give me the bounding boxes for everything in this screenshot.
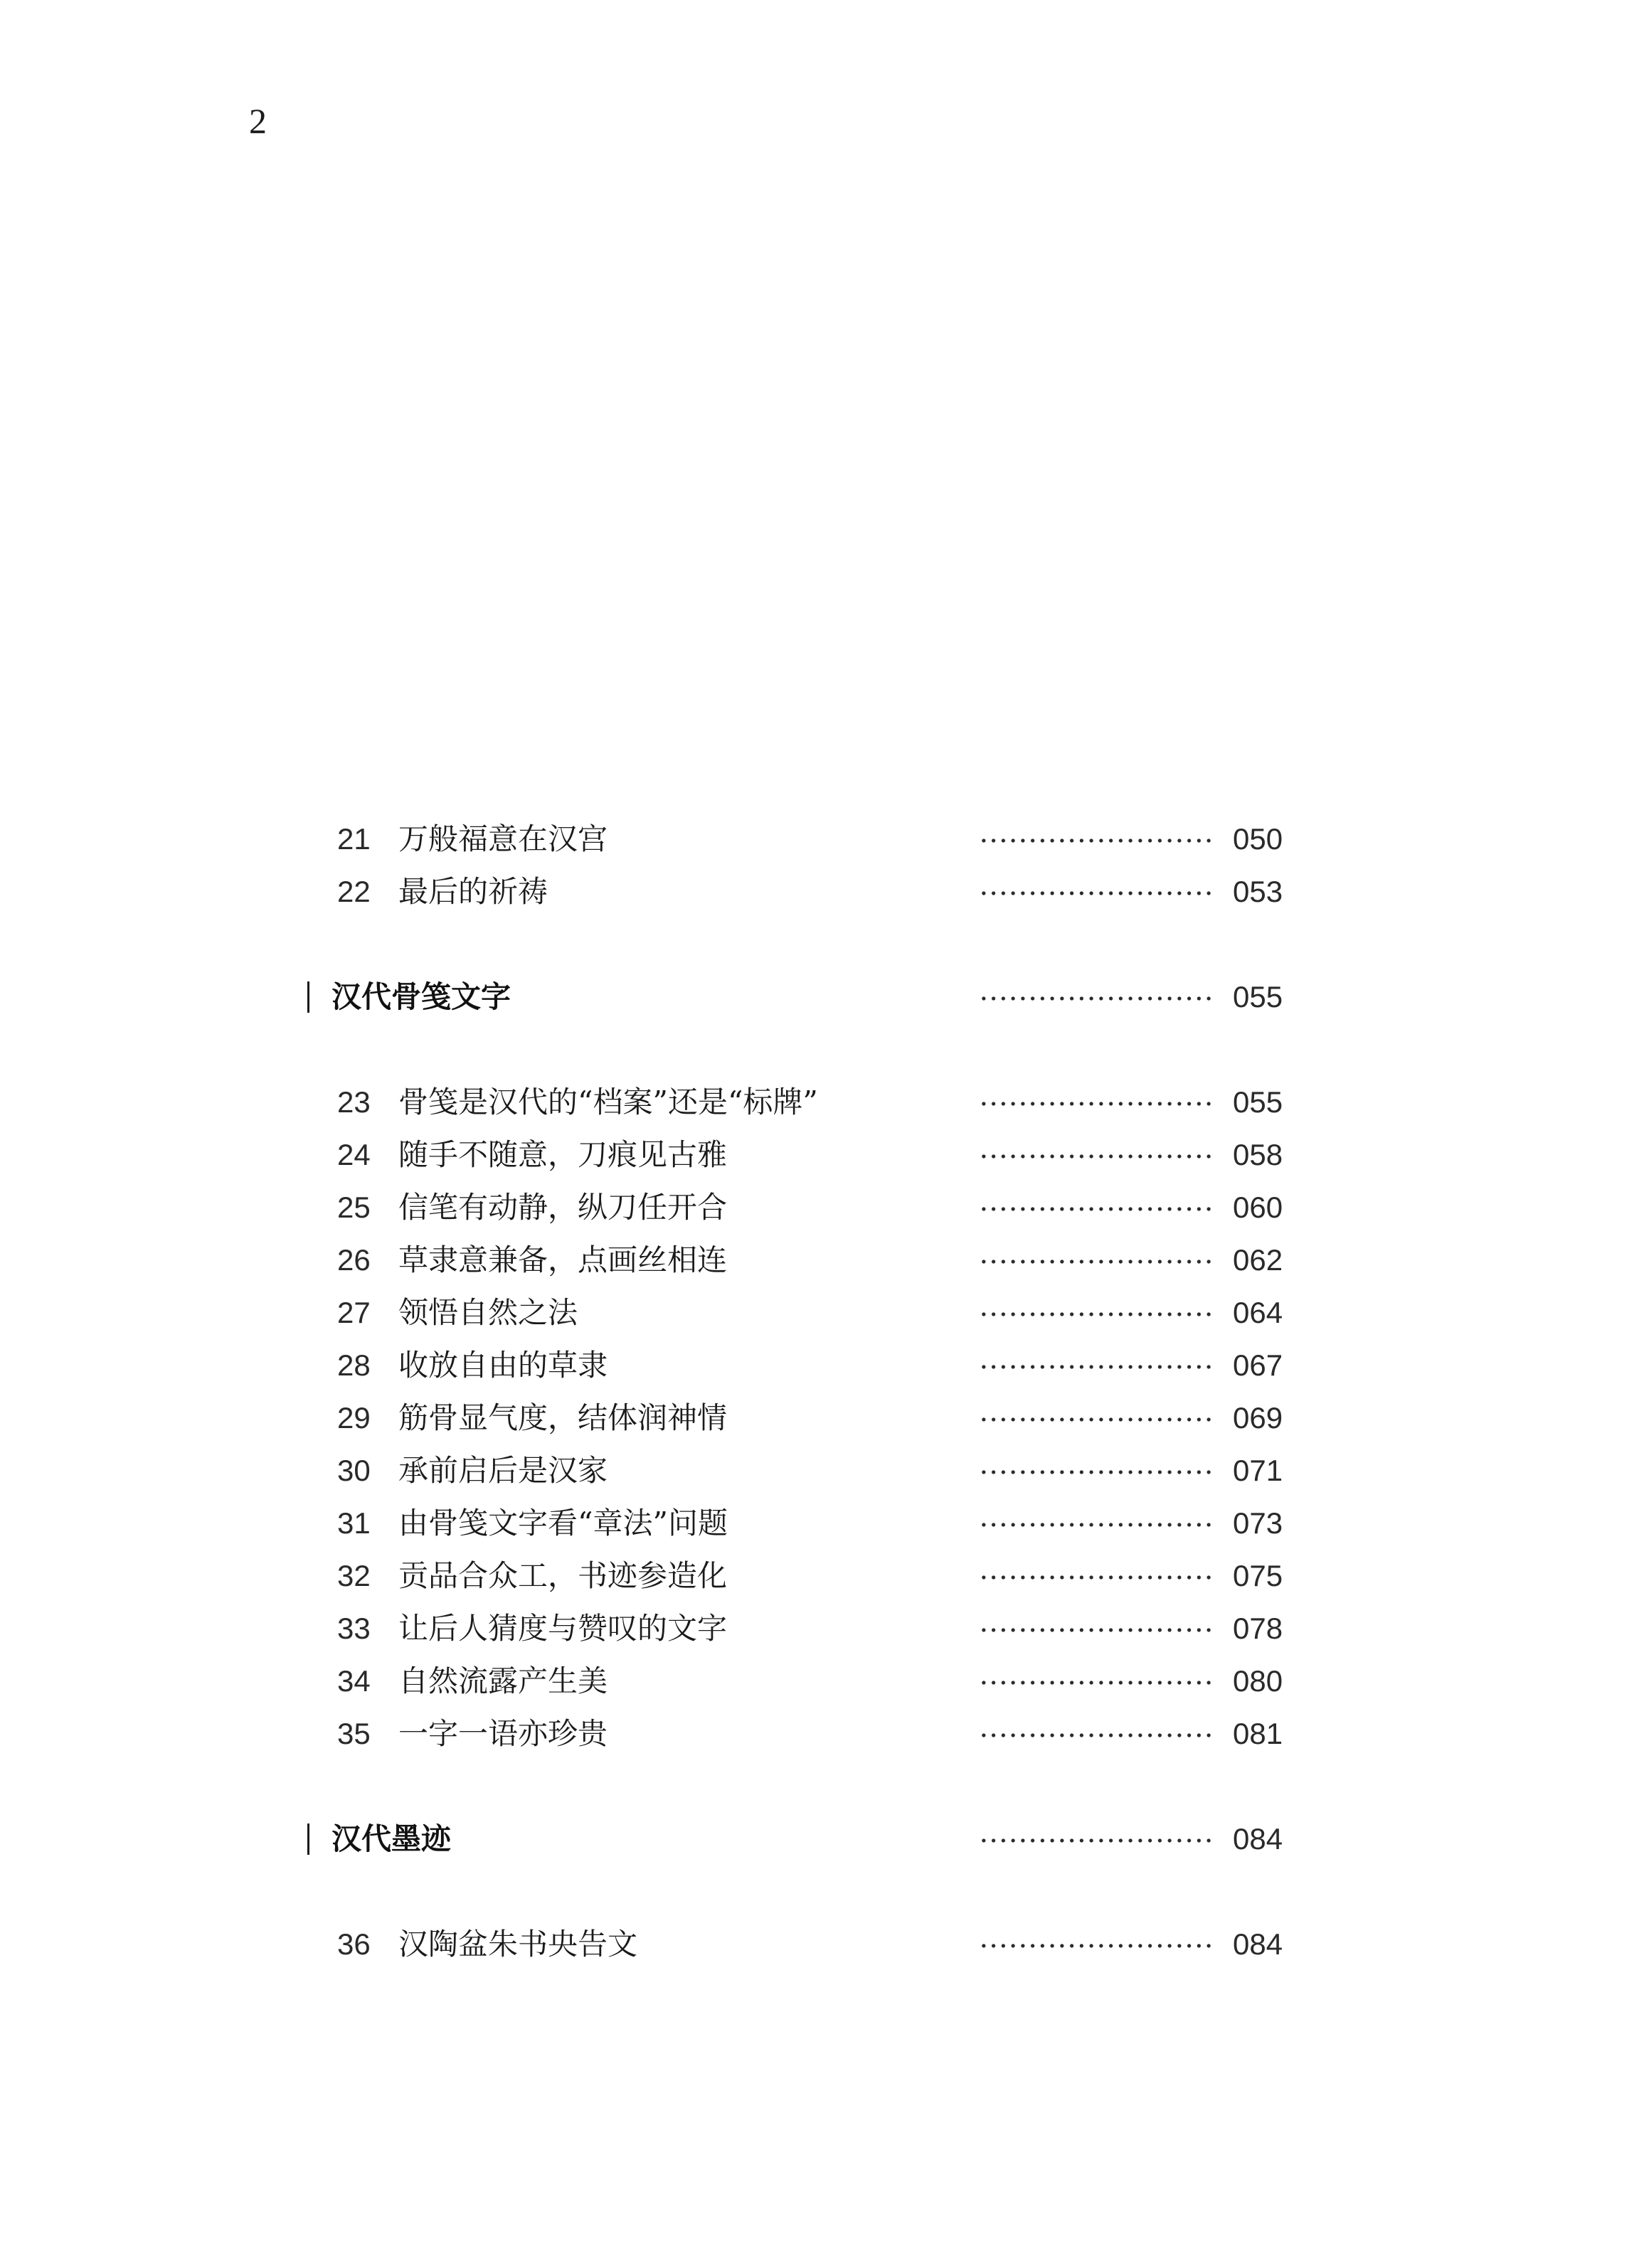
entry-number: 23 bbox=[337, 1085, 371, 1119]
toc-entry[interactable] bbox=[0, 1344, 1639, 1387]
dot-leader bbox=[979, 1312, 1214, 1316]
entry-title: 贡品合众工，书迹参造化 bbox=[398, 1558, 728, 1593]
toc-entry[interactable] bbox=[0, 1239, 1639, 1282]
toc-entry[interactable] bbox=[0, 1607, 1639, 1650]
entry-title: 随手不随意，刀痕见古雅 bbox=[398, 1137, 728, 1172]
entry-number: 21 bbox=[337, 822, 371, 856]
entry-title: 万般福意在汉宫 bbox=[398, 821, 608, 856]
entry-page-number: 081 bbox=[1233, 1717, 1283, 1750]
dot-leader bbox=[979, 1154, 1214, 1159]
entry-page-number: 062 bbox=[1233, 1243, 1283, 1277]
entry-number: 32 bbox=[337, 1559, 371, 1592]
dot-leader bbox=[979, 1733, 1214, 1737]
toc-entry[interactable] bbox=[0, 1186, 1639, 1229]
toc-entry[interactable] bbox=[0, 1660, 1639, 1703]
toc-entry[interactable] bbox=[0, 1134, 1639, 1176]
toc-entry[interactable] bbox=[0, 1555, 1639, 1597]
toc-entry[interactable] bbox=[0, 1081, 1639, 1124]
entry-title: 汉陶盆朱书央告文 bbox=[398, 1927, 638, 1961]
entry-page-number: 060 bbox=[1233, 1191, 1283, 1224]
entry-page-number: 067 bbox=[1233, 1348, 1283, 1382]
entry-page-number: 069 bbox=[1233, 1401, 1283, 1434]
dot-leader bbox=[979, 1417, 1214, 1422]
entry-number: 36 bbox=[337, 1927, 371, 1961]
dot-leader bbox=[979, 1575, 1214, 1580]
entry-page-number: 084 bbox=[1233, 1927, 1283, 1961]
toc-entry[interactable] bbox=[0, 1923, 1639, 1966]
toc-entry[interactable] bbox=[0, 1292, 1639, 1334]
entry-page-number: 075 bbox=[1233, 1559, 1283, 1592]
entry-title: 骨笺是汉代的“档案”还是“标牌” bbox=[398, 1085, 818, 1119]
entry-page-number: 053 bbox=[1233, 875, 1283, 908]
entry-title: 让后人猜度与赞叹的文字 bbox=[398, 1611, 728, 1646]
dot-leader bbox=[979, 1260, 1214, 1264]
entry-page-number: 058 bbox=[1233, 1138, 1283, 1171]
section-page-number: 055 bbox=[1233, 980, 1283, 1013]
dot-leader bbox=[979, 1681, 1214, 1685]
entry-number: 22 bbox=[337, 875, 371, 908]
entry-title: 最后的祈祷 bbox=[398, 874, 548, 909]
entry-number: 25 bbox=[337, 1191, 371, 1224]
entry-title: 承前启后是汉家 bbox=[398, 1453, 608, 1488]
dot-leader bbox=[979, 1207, 1214, 1211]
dot-leader bbox=[979, 1102, 1214, 1106]
section-marker bbox=[307, 981, 309, 1013]
toc-section-heading[interactable] bbox=[0, 976, 1639, 1018]
entry-page-number: 050 bbox=[1233, 822, 1283, 856]
toc-entry[interactable] bbox=[0, 1397, 1639, 1439]
entry-title: 草隶意兼备，点画丝相连 bbox=[398, 1242, 728, 1277]
entry-number: 29 bbox=[337, 1401, 371, 1434]
dot-leader bbox=[979, 1365, 1214, 1369]
entry-number: 26 bbox=[337, 1243, 371, 1277]
entry-number: 30 bbox=[337, 1454, 371, 1487]
dot-leader bbox=[979, 996, 1214, 1001]
entry-page-number: 073 bbox=[1233, 1506, 1283, 1540]
entry-number: 28 bbox=[337, 1348, 371, 1382]
entry-number: 34 bbox=[337, 1664, 371, 1698]
toc-entry[interactable] bbox=[0, 1502, 1639, 1545]
dot-leader bbox=[979, 1628, 1214, 1632]
dot-leader bbox=[979, 1944, 1214, 1948]
entry-page-number: 080 bbox=[1233, 1664, 1283, 1698]
entry-title: 一字一语亦珍贵 bbox=[398, 1716, 608, 1751]
entry-page-number: 064 bbox=[1233, 1296, 1283, 1329]
dot-leader bbox=[979, 1470, 1214, 1474]
entry-title: 收放自由的草隶 bbox=[398, 1348, 608, 1383]
toc-section-heading[interactable] bbox=[0, 1818, 1639, 1860]
entry-number: 24 bbox=[337, 1138, 371, 1171]
entry-page-number: 055 bbox=[1233, 1085, 1283, 1119]
dot-leader bbox=[979, 838, 1214, 843]
entry-title: 自然流露产生美 bbox=[398, 1663, 608, 1698]
entry-number: 31 bbox=[337, 1506, 371, 1540]
section-marker bbox=[307, 1824, 309, 1855]
entry-number: 27 bbox=[337, 1296, 371, 1329]
section-title: 汉代骨笺文字 bbox=[331, 979, 511, 1014]
entry-title: 信笔有动静，纵刀任开合 bbox=[398, 1190, 728, 1225]
section-title: 汉代墨迹 bbox=[331, 1821, 452, 1856]
entry-page-number: 071 bbox=[1233, 1454, 1283, 1487]
toc-entry[interactable] bbox=[0, 871, 1639, 913]
entry-page-number: 078 bbox=[1233, 1612, 1283, 1645]
dot-leader bbox=[979, 891, 1214, 895]
dot-leader bbox=[979, 1838, 1214, 1843]
entry-title: 领悟自然之法 bbox=[398, 1295, 578, 1330]
toc-entry[interactable] bbox=[0, 1449, 1639, 1492]
page-number: 2 bbox=[249, 101, 267, 141]
entry-title: 由骨笺文字看“章法”问题 bbox=[398, 1506, 728, 1540]
section-page-number: 084 bbox=[1233, 1822, 1283, 1856]
toc-entry[interactable] bbox=[0, 818, 1639, 861]
entry-number: 33 bbox=[337, 1612, 371, 1645]
entry-number: 35 bbox=[337, 1717, 371, 1750]
entry-title: 筋骨显气度，结体润神情 bbox=[398, 1400, 728, 1435]
dot-leader bbox=[979, 1523, 1214, 1527]
toc-entry[interactable] bbox=[0, 1713, 1639, 1755]
